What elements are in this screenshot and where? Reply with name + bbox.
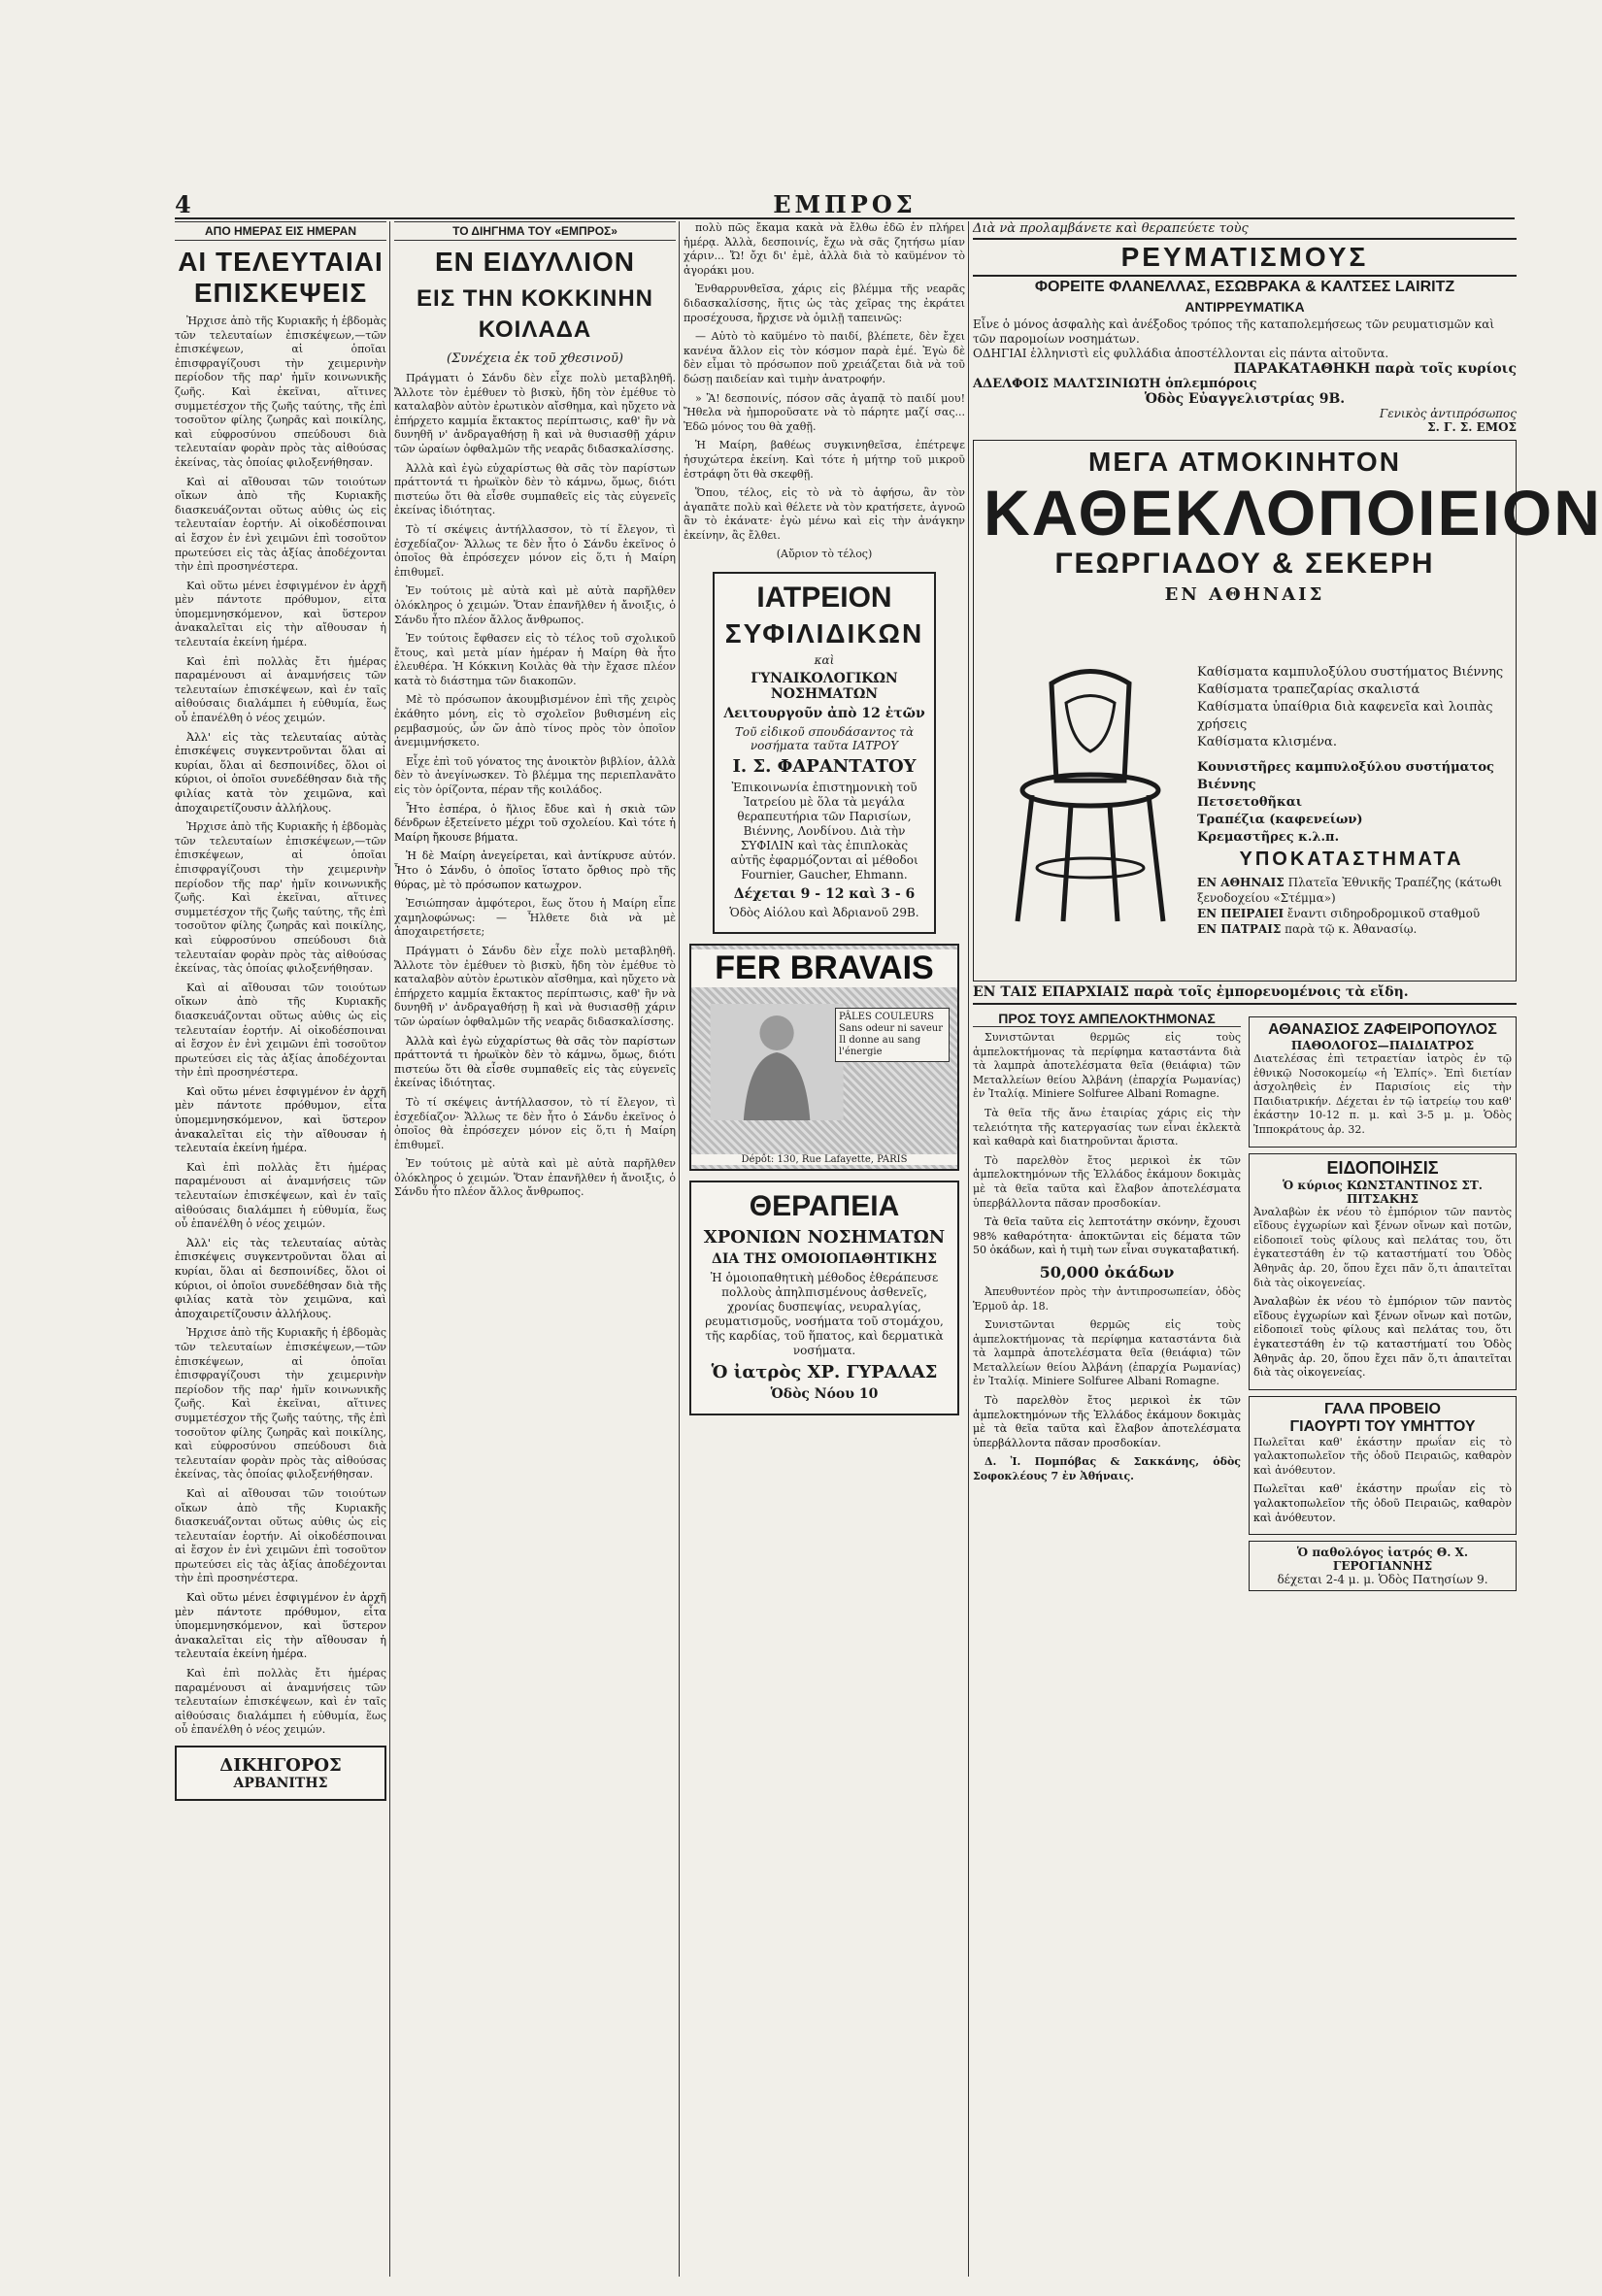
doctor-text: Διατελέσας ἐπὶ τετραετίαν ἰατρὸς ἐν τῷ ἐθνικῷ Νοσοκομείῳ «ἡ Ἐλπίς». Ἐπὶ διετίαν ἀσχοληθεὶς ἐν Παρισίοις εἰς τὴν Παιδιατρικήν. Δέχεται ἐν τῷ ἰατρείῳ του καθ' ἑκάστην 10-12 π. μ. καὶ 3-5 μ. μ. Ὁδὸς Ἱπποκράτους ἀρ. 32.: [1253, 1052, 1512, 1136]
clinic-ad: [713, 572, 936, 934]
rheum-headline: ΡΕΥΜΑΤΙΣΜΟΥΣ: [1120, 242, 1369, 272]
vineyard-paragraph: Τὰ θεῖα ταῦτα εἰς λεπτοτάτην σκόνην, ἔχουσι 98% καθαρότητα· ἀποκτῶνται εἰς δέματα τῶν 50 ὀκάδων, καὶ ἡ τιμὴ των εἶναι συγκαταβατική.: [973, 1215, 1241, 1257]
section-kicker: ΤΟ ΔΙΗΓΗΜΑ ΤΟΥ «ΕΜΠΡΟΣ»: [394, 221, 676, 241]
story-paragraph: Ἐσιώπησαν ἀμφότεροι, ἕως ὅτου ἡ Μαίρη εἶπε χαμηλοφώνως: — Ἦλθετε διὰ νὰ μὲ ἀποχαιρετήσετε;: [394, 897, 676, 939]
pathologist-ad: [1249, 1541, 1517, 1591]
article-paragraph: Καὶ οὕτω μένει ἐσφιγμένον ἐν ἀρχῆ μὲν πάντοτε πρόθυμον, εἶτα ὑπομεμνησκόμενον, καὶ ὕστερον ἀνακαλεῖται εἰς τὴν αἴθουσαν ἡ τελευταία ἐκείνη ἡμέρα.: [175, 1591, 386, 1661]
notice-text: Ἀναλαβὼν ἐκ νέου τὸ ἐμπόριον τῶν παντὸς εἴδους ἐγχωρίων καὶ ξένων οἴνων καὶ ποτῶν, εἰδοποιεῖ τοὺς φίλους καὶ πελάτας του, ὅτι ἐγκατεστάθη ἐν τῷ καταστήματί του Ὁδὸς Ἀθηνᾶς ἀρ. 20, ὅπου ἔχει πᾶν ὅ,τι ἀπαιτεῖται διὰ τὰς οἰκογενείας.: [1253, 1205, 1512, 1289]
therapy-title: ΘΕΡΑΠΕΙΑ: [749, 1190, 900, 1223]
article-paragraph: Ἀλλ' εἰς τὰς τελευταίας αὐτὰς ἐπισκέψεις συγκεντροῦνται ὅλαι αἱ κυρίαι, ὅλαι αἱ δεσποινίδες, ὅλοι οἱ κύριοι, οἱ ὁποῖοι συνεδέθησαν διὰ τῆς φιλίας κατὰ τὸν χειμῶνα, καὶ ἀποχαιρετίζουσιν ἀλλήλους.: [175, 730, 386, 815]
vineyard-paragraph: Συνιστῶνται θερμῶς εἰς τοὺς ἀμπελοκτήμονας τὰ περίφημα καταστάντα διὰ τὰ λαμπρὰ ἀποτελέσματα θεῖα (θειάφια) τῶν Μεταλλείων θείου Ἀλβάνη (ἐπαρχία Ρωμανίας) ἐν Ἰταλίᾳ. Miniere Solfuree Albani Romagne.: [973, 1031, 1241, 1101]
branch-address: παρὰ τῷ κ. Ἀθανασίῳ.: [1285, 922, 1418, 936]
clinic-since: Λειτουργοῦν ἀπὸ 12 ἐτῶν: [723, 706, 925, 722]
column-rule: [968, 221, 969, 2277]
product-line: Καθίσματα τραπεζαρίας σκαλιστά: [1197, 682, 1420, 697]
vineyard-paragraph: Τὰ θεῖα τῆς ἄνω ἐταιρίας χάρις εἰς τὴν τελειότητα τῆς κατεργασίας των εἶναι ἐκλεκτὰ καὶ καθαρὰ καὶ διατηροῦνται ἄριστα.: [973, 1106, 1241, 1148]
story-paragraph: Πράγματι ὁ Σάνδυ δὲν εἶχε πολὺ μεταβληθῆ. Ἄλλοτε τὸν ἐμέθυεν τὸ βισκὺ, ἤδη τὸν ἐμέθυε τὸ καταλαβὸν αὐτὸν ἐρωτικὸν αἴσθημα, καὶ ηὔχετο νὰ ἐπήρχετο καμμία ἔκτακτος περίπτωσις, καθ' ἣν νὰ δυνηθῆ ν' ἀνδραγαθήσῃ ἢ καὶ νὰ θυσιασθῇ χάριν τῶν ὡραίων ὀφθαλμῶν τῆς νεαρᾶς διδασκαλίσσης.: [394, 944, 676, 1028]
story-paragraph: πολὺ πῶς ἔκαμα κακὰ νὰ ἔλθω ἐδῶ ἐν πλήρει ἡμέρᾳ. Ἀλλὰ, δεσποινίς, ἔχω νὰ σᾶς ζητήσω μίαν χάριν... Ὤ! ὄχι δι' ἐμὲ, ἀλλὰ διὰ τὸ καϋμένον τὸ ἀγοράκι μου.: [684, 221, 965, 277]
clinic-body: Ἐπικοινωνία ἐπιστημονικὴ τοῦ Ἰατρείου μὲ ὅλα τὰ μεγάλα θεραπευτήρια τῶν Παρισίων, Βιέννης, Λονδίνου. Διὰ τὴν ΣΥΦΙΛΙΝ καὶ τὰς ἐπιπλοκὰς αὐτῆς ἐφαρμόζονται αἱ μέθοδοι Fournier, Gaucher, Ehmann.: [730, 781, 918, 882]
clinic-and: καὶ: [814, 653, 835, 668]
product-line: Κουνιστῆρες καμπυλοξύλου συστήματος Βιέννης: [1197, 760, 1494, 792]
rheumatism-ad: [973, 221, 1517, 434]
right-ads: [1249, 1011, 1517, 1597]
fer-bravais-depot: Dépôt: 130, Rue Lafayette, PARIS: [691, 1154, 957, 1165]
lawyer-ad: [175, 1746, 386, 1801]
clinic-title: ΙΑΤΡΕΙΟΝ: [756, 582, 892, 615]
vineyard-ad: [973, 1011, 1241, 1597]
story-headline: ΕΝ ΕΙΔΥΛΛΙΟΝ: [435, 247, 635, 277]
story-paragraph: Ἀλλὰ καὶ ἐγὼ εὐχαρίστως θὰ σᾶς τὸν παρίστων πράττοντά τι ἡρωϊκὸν δὲν τὸ κάμνω, ὅμως, διότι πιστεύω ὅτι θὰ εἶσθε συμπαθεῖς εἰς τὰς εὐγενεῖς ἐκείνας ἰδιότητας.: [394, 461, 676, 517]
notice-text: Ἀναλαβὼν ἐκ νέου τὸ ἐμπόριον τῶν παντὸς εἴδους ἐγχωρίων καὶ ξένων οἴνων καὶ ποτῶν, εἰδοποιεῖ τοὺς φίλους καὶ πελάτας του, ὅτι ἐγκατεστάθη ἐν τῷ καταστήματί του Ὁδὸς Ἀθηνᾶς ἀρ. 20, ὅπου ἔχει πᾶν ὅ,τι ἀπαιτεῖται διὰ τὰς οἰκογενείας.: [1253, 1295, 1512, 1380]
milk-ad: [1249, 1396, 1517, 1536]
vineyard-paragraph: Συνιστῶνται θερμῶς εἰς τοὺς ἀμπελοκτήμονας τὰ περίφημα καταστάντα διὰ τὰ λαμπρὰ ἀποτελέσματα θεῖα (θειάφια) τῶν Μεταλλείων θείου Ἀλβάνη (ἐπαρχία Ρωμανίας) ἐν Ἰταλίᾳ. Miniere Solfuree Albani Romagne.: [973, 1318, 1241, 1388]
story-paragraph: Ἐνθαρρυνθεῖσα, χάρις εἰς βλέμμα τῆς νεαρᾶς διδασκαλίσσης, ἥτις ὡς τὰς χεῖρας της ἐκράτει προσέχουσα, ἤρχισε νὰ ὁμιλῇ ταπεινῶς:: [684, 283, 965, 324]
therapy-address: Ὁδὸς Νόου 10: [770, 1386, 879, 1403]
article-paragraph: Ἠρχισε ἀπὸ τῆς Κυριακῆς ἡ ἑβδομὰς τῶν τελευταίων ἐπισκέψεων,—τῶν ἐπισκέψεων, αἱ ὁποῖαι ἐπισφραγίζουσι τὴν χειμερινὴν περίοδον τῆς παρ' ἡμῖν κοινωνικῆς ζωῆς. Καὶ ἐκεῖναι, αἵτινες συμμετέσχον τῆς ζωῆς ταύτης, τῆς ἐπὶ τοσοῦτον φίλης ζωηρᾶς καὶ ποικίλης, καὶ εὐφροσύνου σπεύδουσι διὰ τελευταίαν φορὰν πρὸς τὰς αἰθούσας ἐκείνας, τὰς ὁποίας φιλοξενήθησαν.: [175, 820, 386, 976]
article-paragraph: Ἠρχισε ἀπὸ τῆς Κυριακῆς ἡ ἑβδομὰς τῶν τελευταίων ἐπισκέψεων,—τῶν ἐπισκέψεων, αἱ ὁποῖαι ἐπισφραγίζουσι τὴν χειμερινὴν περίοδον τῆς παρ' ἡμῖν κοινωνικῆς ζωῆς. Καὶ ἐκεῖναι, αἵτινες συμμετέσχον τῆς ζωῆς ταύτης, τῆς ἐπὶ τοσοῦτον φίλης ζωηρᾶς καὶ ποικίλης, καὶ εὐφροσύνου σπεύδουσι διὰ τελευταίαν φορὰν πρὸς τὰς αἰθούσας ἐκείνας, τὰς ὁποίας φιλοξενήθησαν.: [175, 315, 386, 469]
column-4-lower: [973, 1011, 1517, 1597]
clinic-address: Ὁδὸς Αἰόλου καὶ Ἀδριανοῦ 29Β.: [729, 906, 919, 920]
chair-illustration: [993, 664, 1187, 926]
factory-city: ΕΝ ΑΘΗΝΑΙΣ: [1164, 584, 1325, 605]
factory-title-1: ΜΕΓΑ ΑΤΜΟΚΙΝΗΤΟΝ: [1088, 447, 1401, 477]
product-line: Τραπέζια (καφενείων): [1197, 813, 1363, 827]
rheum-address: Ὁδὸς Εὐαγγελιστρίας 9Β.: [1144, 391, 1346, 407]
therapy-doctor: Ὁ ἰατρὸς ΧΡ. ΓΥΡΑΛΑΣ: [711, 1362, 938, 1383]
pathologist-text: δέχεται 2-4 μ. μ. Ὁδὸς Πατησίων 9.: [1277, 1573, 1488, 1587]
story-paragraph: Τὸ τί σκέψεις ἀντήλλασσον, τὸ τί ἔλεγον, τὶ ἐσχεδίαζον· Ἄλλως τε δὲν ἦτο ὁ Σάνδυ ἐκεῖνος ὁ ὁποῖος θὰ ἐπρόσεχεν μόνον εἰς ὅ,τι ἡ Μαίρη ἐπιθυμεῖ.: [394, 1095, 676, 1151]
milk-title: ΓΑΛΑ ΠΡΟΒΕΙΟ: [1324, 1400, 1441, 1417]
milk-sub: ΓΙΑΟΥΡΤΙ ΤΟΥ ΥΜΗΤΤΟΥ: [1289, 1417, 1476, 1435]
story-subtitle: (Συνέχεια ἐκ τοῦ χθεσινοῦ): [447, 351, 623, 366]
story-paragraph: Ἐν τούτοις μὲ αὐτὰ καὶ μὲ αὐτὰ παρῆλθεν ὀλόκληρος ὁ χειμών. Ὅταν ἐπανῆλθεν ἡ ἄνοιξις, ὁ Σάνδυ ἦτο πλέον ἄλλος ἄνθρωπος.: [394, 584, 676, 626]
fer-bravais-title: FER BRAVAIS: [691, 949, 957, 987]
rheum-intro: Διὰ νὰ προλαμβάνετε καὶ θεραπεύετε τοὺς: [973, 221, 1249, 236]
factory-owners: ΓΕΩΡΓΙΑΔΟΥ & ΣΕΚΕΡΗ: [1054, 548, 1435, 580]
story-paragraph: Ἦτο ἐσπέρα, ὁ ἥλιος ἔδυε καὶ ἡ σκιὰ τῶν δένδρων ἐξετείνετο μέχρι τοῦ σχολείου. Καὶ τότε ἡ Μαίρη ἤκουσε βήματα.: [394, 802, 676, 844]
vineyard-paragraph: Ἀπευθυντέον πρὸς τὴν ἀντιπροσωπείαν, ὁδὸς Ἑρμοῦ ἀρ. 18.: [973, 1284, 1241, 1313]
rheum-body: Εἶνε ὁ μόνος ἀσφαλὴς καὶ ἀνέξοδος τρόπος τῆς καταπολεμήσεως τῶν ρευματισμῶν καὶ τῶν παρομοίων νοσημάτων.: [973, 317, 1495, 346]
clinic-title-2: ΣΥΦΙΛΙΔΙΚΩΝ: [724, 618, 924, 649]
branch-city: ΕΝ ΠΕΙΡΑΙΕΙ: [1197, 907, 1285, 920]
ad-headline: ΔΙΚΗΓΟΡΟΣ: [219, 1755, 342, 1776]
story-paragraph: Ἀλλὰ καὶ ἐγὼ εὐχαρίστως θὰ σᾶς τὸν παρίστων πράττοντά τι ἡρωϊκὸν δὲν τὸ κάμνω, ὅμως, διότι πιστεύω ὅτι θὰ εἶσθε συμπαθεῖς εἰς τὰς εὐγενεῖς ἐκείνας ἰδιότητας.: [394, 1034, 676, 1090]
therapy-ad: [689, 1181, 959, 1415]
story-paragraph: Ἡ Μαίρη, βαθέως συγκινηθεῖσα, ἐπέτρεψε ἡσυχώτερα ἐκείνη. Καὶ τότε ἡ μήτηρ τοῦ μικροῦ ἐστράφη ὅτι θὰ σκεφθῇ.: [684, 439, 965, 481]
story-paragraph: Ἐν τούτοις ἔφθασεν εἰς τὸ τέλος τοῦ σχολικοῦ ἔτους, καὶ μετὰ μίαν ἡμέραν ἡ Μαίρη θὰ ἦτο ἐλευθέρα. Ἡ Κόκκινη Κοιλὰς θὰ τὴν ἔχασε πλέον κατὰ τὸ διάστημα τῶν διακοπῶν.: [394, 632, 676, 687]
story-paragraph: Ἡ δὲ Μαίρη ἀνεγείρεται, καὶ ἀντίκρυσε αὐτόν. Ἦτο ὁ Σάνδυ, ὁ ὁποῖος ἵστατο ὄρθιος πρὸ τῆς θύρας, μὲ τὸ πρόσωπον κατωχρον.: [394, 849, 676, 891]
product-line: Καθίσματα κλισμένα.: [1197, 735, 1337, 749]
story-paragraph: Ἐν τούτοις μὲ αὐτὰ καὶ μὲ αὐτὰ παρῆλθεν ὀλόκληρος ὁ χειμών. Ὅταν ἐπανῆλθεν ἡ ἄνοιξις, ὁ Σάνδυ ἦτο πλέον ἄλλος ἄνθρωπος.: [394, 1157, 676, 1199]
article-paragraph: Καὶ αἱ αἴθουσαι τῶν τοιούτων οἴκων ἀπὸ τῆς Κυριακῆς διασκευάζονται οὕτως αὐθις ὡς εἰς τελευταίαν ἑορτήν. Αἱ οἰκοδέσποιναι αἱ ἔσχον ἐν ἑνὶ χειμῶνι ἐπὶ τοσοῦτον πρωτεύσει εἰς τὰς ἀξίας ἀποδέχονται τὴν ἐπὶ προσηνέστερα.: [175, 475, 386, 574]
vineyard-paragraph: Τὸ παρελθὸν ἔτος μερικοὶ ἐκ τῶν ἀμπελοκτημόνων τῆς Ἑλλάδος ἐκάμουν δοκιμὰς μὲ τὰ θεῖα ταῦτα καὶ ἔλαβον ἀποτελέσματα ὑπερβάλλοντα πᾶσαν προσδοκίαν.: [973, 1153, 1241, 1210]
branch-city: ΕΝ ΑΘΗΝΑΙΣ: [1197, 876, 1285, 889]
factory-products: [1197, 664, 1506, 847]
clinic-doctor: Ι. Σ. ΦΑΡΑΝΤΑΤΟΥ: [732, 756, 917, 778]
vineyard-paragraph: Τὸ παρελθὸν ἔτος μερικοὶ ἐκ τῶν ἀμπελοκτημόνων τῆς Ἑλλάδος ἐκάμουν δοκιμὰς μὲ τὰ θεῖα ταῦτα καὶ ἔλαβον ἀποτελέσματα ὑπερβάλλοντα πᾶσαν προσδοκίαν.: [973, 1394, 1241, 1449]
newspaper-title: ΕΜΠΡΟΣ: [773, 190, 917, 218]
therapy-sub: ΧΡΟΝΙΩΝ ΝΟΣΗΜΑΤΩΝ: [703, 1227, 946, 1248]
fer-bravais-box: [835, 1008, 950, 1062]
column-4: [973, 221, 1602, 2277]
notice-heading: ΕΙΔΟΠΟΙΗΣΙΣ: [1326, 1157, 1439, 1178]
therapy-sub2: ΔΙΑ ΤΗΣ ΟΜΟΙΟΠΑΘΗΤΙΚΗΣ: [712, 1251, 937, 1268]
article-paragraph: Καὶ οὕτω μένει ἐσφιγμένον ἐν ἀρχῆ μὲν πάντοτε πρόθυμον, εἶτα ὑπομεμνησκόμενον, καὶ ὕστερον ἀνακαλεῖται εἰς τὴν αἴθουσαν ἡ τελευταία ἐκείνη ἡμέρα.: [175, 1084, 386, 1155]
article-paragraph: Ἠρχισε ἀπὸ τῆς Κυριακῆς ἡ ἑβδομὰς τῶν τελευταίων ἐπισκέψεων,—τῶν ἐπισκέψεων, αἱ ὁποῖαι ἐπισφραγίζουσι τὴν χειμερινὴν περίοδον τῆς παρ' ἡμῖν κοινωνικῆς ζωῆς. Καὶ ἐκεῖναι, αἵτινες συμμετέσχον τῆς ζωῆς ταύτης, τῆς ἐπὶ τοσοῦτον φίλης ζωηρᾶς καὶ ποικίλης, καὶ εὐφροσύνου σπεύδουσι διὰ τελευταίαν φορὰν πρὸς τὰς αἰθούσας ἐκείνας, τὰς ὁποίας φιλοξενήθησαν.: [175, 1326, 386, 1481]
rheum-sub: ΦΟΡΕΙΤΕ ΦΛΑΝΕΛΛΑΣ, ΕΣΩΒΡΑΚΑ & ΚΑΛΤΣΕΣ LAIRITZ: [1034, 279, 1455, 295]
story-paragraph: Μὲ τὸ πρόσωπον ἀκουμβισμένον ἐπὶ τῆς χειρὸς ἐκάθητο μόνη, εἰς τὸ σχολεῖον βυθισμένη εἰς ρεμβασμούς, ὧν ὤν ἀπὸ τίνος πρὸς τὸν ὁποῖον ἀνεμιμνήσκετο.: [394, 693, 676, 749]
doctor-ad: [1249, 1016, 1517, 1148]
doctor-name: ΑΘΑΝΑΣΙΟΣ ΖΑΦΕΙΡΟΠΟΥΛΟΣ: [1268, 1021, 1497, 1038]
clinic-hours: Δέχεται 9 - 12 καὶ 3 - 6: [733, 886, 916, 903]
milk-text: Πωλεῖται καθ' ἑκάστην πρωΐαν εἰς τὸ γαλακτοπωλεῖον τῆς ὁδοῦ Πειραιῶς, καθαρὸν καὶ ἀνόθευτον.: [1253, 1482, 1512, 1524]
chair-factory-ad: [973, 440, 1602, 982]
rheum-brand: ΑΝΤΙΡΡΕΥΜΑΤΙΚΑ: [1185, 299, 1305, 315]
article-headline: ΑΙ ΤΕΛΕΥΤΑΙΑΙ ΕΠΙΣΚΕΨΕΙΣ: [178, 247, 384, 308]
masthead: [175, 190, 1515, 219]
story-continued-note: (Αὔριον τὸ τέλος): [776, 548, 873, 561]
vineyard-agent: Δ. Ἰ. Πομπόβας & Σακκάνης, ὁδὸς Σοφοκλέους 7 ἐν Ἀθήναις.: [973, 1455, 1241, 1483]
column-2: [394, 221, 676, 2277]
branch-address: ἔναντι σιδηροδρομικοῦ σταθμοῦ: [1286, 907, 1481, 920]
notice-ad: [1249, 1153, 1517, 1390]
rheum-agent-name: Σ. Γ. Σ. ΕΜΟΣ: [1427, 420, 1517, 434]
story-paragraph: Ὅπου, τέλος, εἰς τὸ νὰ τὸ ἀφήσω, ἂν τὸν ἀγαπᾶτε πολὺ καὶ θέλετε νὰ τὸν κρατήσετε, ἀγνοῶ ἂν τὸ ἐκάνατε· ἐγὼ μένω καὶ εἰς τὴν ἀνάγκην ἐκείνην, ἂς ἔλθει.: [684, 486, 965, 542]
article-paragraph: Καὶ ἐπὶ πολλὰς ἔτι ἡμέρας παραμένουσι αἱ ἀναμνήσεις τῶν τελευταίων ἐπισκέψεων, καὶ ἐν ταῖς αἰθούσαις διαλάμπει ἡ εὐθυμία, ἕως οὗ ἐπανέλθη ὁ νέος χειμών.: [175, 654, 386, 725]
branch-city: ΕΝ ΠΑΤΡΑΙΣ: [1197, 922, 1282, 936]
branch-address: Πλατεῖα Ἐθνικῆς Τραπέζης (κάτωθι ξενοδοχείου «Στέμμα»): [1197, 876, 1503, 905]
product-line: Πετσετοθῆκαι: [1197, 795, 1302, 810]
story-headline-2: ΕΙΣ ΤΗΝ ΚΟΚΚΙΝΗΝ ΚΟΙΛΑΔΑ: [417, 285, 653, 343]
rheum-names: ΑΔΕΛΦΟΙΣ ΜΑΛΤΣΙΝΙΩΤΗ ὁπλεμπόροις: [973, 377, 1257, 391]
fer-bravais-ad: [689, 944, 959, 1171]
column-3: [684, 221, 965, 2277]
column-rule: [679, 221, 680, 2277]
story-paragraph: » Ἂ! δεσποινίς, πόσον σᾶς ἀγαπᾷ τὸ παιδί μου! Ἤθελα νὰ ἠμποροῦσατε νὰ τὸ πάρητε μαζί σας... Ἐδῶ μόνος του θὰ χαθῇ.: [684, 391, 965, 433]
product-line: Καθίσματα ὑπαίθρια διὰ καφενεῖα καὶ λοιπὰς χρήσεις: [1197, 700, 1493, 732]
column-1: [175, 221, 386, 2277]
vineyard-kicker: ΠΡΟΣ ΤΟΥΣ ΑΜΠΕΛΟΚΤΗΜΟΝΑΣ: [973, 1011, 1241, 1027]
vineyard-highlight: 50,000 ὀκάδων: [1039, 1262, 1175, 1281]
column-rule: [389, 221, 390, 2277]
product-line: Καθίσματα καμπυλοξύλου συστήματος Βιέννης: [1197, 665, 1504, 680]
ad-name: ΑΡΒΑΝΙΤΗΣ: [233, 1776, 328, 1791]
story-paragraph: Τὸ τί σκέψεις ἀντήλλασσον, τὸ τί ἔλεγον, τὶ ἐσχεδίαζον· Ἄλλως τε δὲν ἦτο ὁ Σάνδυ ἐκεῖνος ὁ ὁποῖος θὰ ἐπρόσεχεν μόνον εἰς ὅ,τι ἡ Μαίρη ἐπιθυμεῖ.: [394, 522, 676, 579]
notice-name: Ὁ κύριος ΚΩΝΣΤΑΝΤΙΝΟΣ ΣΤ. ΠΙΤΣΑΚΗΣ: [1283, 1178, 1483, 1206]
fer-box-line: Sans odeur ni saveur: [839, 1023, 944, 1035]
article-paragraph: Καὶ αἱ αἴθουσαι τῶν τοιούτων οἴκων ἀπὸ τῆς Κυριακῆς διασκευάζονται οὕτως αὐθις ὡς εἰς τελευταίαν ἑορτήν. Αἱ οἰκοδέσποιναι αἱ ἔσχον ἐν ἑνὶ χειμῶνι ἐπὶ τοσοῦτον πρωτεύσει εἰς τὰς ἀξίας ἀποδέχονται τὴν ἐπὶ προσηνέστερα.: [175, 981, 386, 1080]
story-paragraph: Πράγματι ὁ Σάνδυ δὲν εἶχε πολὺ μεταβληθῆ. Ἄλλοτε τὸν ἐμέθυεν τὸ βισκὺ, ἤδη τὸν ἐμέθυε τὸ καταλαβὸν αὐτὸν ἐρωτικὸν αἴσθημα, καὶ ηὔχετο νὰ ἐπήρχετο καμμία ἔκτακτος περίπτωσις, καθ' ἣν νὰ δυνηθῆ ν' ἀνδραγαθήσῃ ἢ καὶ νὰ θυσιασθῇ χάριν τῶν ὡραίων ὀφθαλμῶν τῆς νεαρᾶς διδασκαλίσσης.: [394, 372, 676, 455]
page-number: 4: [175, 190, 191, 218]
fer-box-line: Il donne au sang l'énergie: [839, 1035, 921, 1058]
product-line: Κρεμαστῆρες κ.λ.π.: [1197, 830, 1340, 845]
clinic-title-3: ΓΥΝΑΙΚΟΛΟΓΙΚΩΝ ΝΟΣΗΜΑΤΩΝ: [751, 671, 898, 703]
doctor-specialty: ΠΑΘΟΛΟΓΟΣ—ΠΑΙΔΙΑΤΡΟΣ: [1290, 1039, 1475, 1052]
article-paragraph: Καὶ ἐπὶ πολλὰς ἔτι ἡμέρας παραμένουσι αἱ ἀναμνήσεις τῶν τελευταίων ἐπισκέψεων, καὶ ἐν ταῖς αἰθούσαις διαλάμπει ἡ εὐθυμία, ἕως οὗ ἐπανέλθη ὁ νέος χειμών.: [175, 1667, 386, 1737]
article-paragraph: Καὶ οὕτω μένει ἐσφιγμένον ἐν ἀρχῆ μὲν πάντοτε πρόθυμον, εἶτα ὑπομεμνησκόμενον, καὶ ὕστερον ἀνακαλεῖται εἰς τὴν αἴθουσαν ἡ τελευταία ἐκείνη ἡμέρα.: [175, 579, 386, 649]
section-kicker: ΑΠΟ ΗΜΕΡΑΣ ΕΙΣ ΗΜΕΡΑΝ: [175, 221, 386, 241]
pathologist-name: Ὁ παθολόγος ἰατρός Θ. Χ. ΓΕΡΟΓΙΑΝΝΗΣ: [1296, 1546, 1469, 1574]
clinic-desc: Τοῦ εἰδικοῦ σπουδάσαντος τὰ νοσήματα ταῦτα ΙΑΤΡΟΥ: [734, 725, 915, 753]
factory-title-2: ΚΑΘΕΚΛΟΠΟΙΕΙΟΝ: [984, 477, 1602, 549]
story-paragraph: — Αὐτὸ τὸ καϋμένο τὸ παιδί, βλέπετε, δὲν ἔχει κανένα ἄλλον εἰς τὸν κόσμον παρὰ ἐμέ. Ἐγὼ δὲ δὲν εἶμαι τὸ πρόσωπον ποῦ χρειάζεται διὰ νὰ τοῦ δώσῃ παιδείαν καὶ τιμὴν ἀνατροφήν.: [684, 330, 965, 385]
rheum-instr: ΟΔΗΓΙΑΙ ἑλληνιστὶ εἰς φυλλάδια ἀποστέλλονται εἰς πάντα αἰτοῦντα.: [973, 347, 1389, 360]
story-paragraph: Εἶχε ἐπὶ τοῦ γόνατος της ἀνοικτὸν βιβλίον, ἀλλὰ δὲν τὸ ἀνεγίνωσκεν. Τὸ βλέμμα της περιεπλανᾶτο εἰς τὸν ὁρίζοντα, πέραν τῆς κοιλάδος.: [394, 754, 676, 797]
factory-provinces: ΕΝ ΤΑΙΣ ΕΠΑΡΧΙΑΙΣ παρὰ τοῖς ἐμπορευομένοις τὰ εἴδη.: [973, 982, 1517, 1005]
milk-text: Πωλεῖται καθ' ἑκάστην πρωΐαν εἰς τὸ γαλακτοπωλεῖον τῆς ὁδοῦ Πειραιῶς, καθαρὸν καὶ ἀνόθευτον.: [1253, 1435, 1512, 1477]
article-paragraph: Καὶ ἐπὶ πολλὰς ἔτι ἡμέρας παραμένουσι αἱ ἀναμνήσεις τῶν τελευταίων ἐπισκέψεων, καὶ ἐν ταῖς αἰθούσαις διαλάμπει ἡ εὐθυμία, ἕως οὗ ἐπανέλθη ὁ νέος χειμών.: [175, 1160, 386, 1231]
rheum-agent: Γενικὸς ἀντιπρόσωπος: [1379, 407, 1517, 420]
rheum-deposit: ΠΑΡΑΚΑΤΑΘΗΚΗ παρὰ τοῖς κυρίοις: [1233, 361, 1517, 377]
branches-heading: ΥΠΟΚΑΤΑΣΤΗΜΑΤΑ: [1239, 849, 1464, 870]
article-paragraph: Καὶ αἱ αἴθουσαι τῶν τοιούτων οἴκων ἀπὸ τῆς Κυριακῆς διασκευάζονται οὕτως αὐθις ὡς εἰς τελευταίαν ἑορτήν. Αἱ οἰκοδέσποιναι αἱ ἔσχον ἐν ἑνὶ χειμῶνι ἐπὶ τοσοῦτον πρωτεύσει εἰς τὰς ἀξίας ἀποδέχονται τὴν ἐπὶ προσηνέστερα.: [175, 1486, 386, 1585]
fer-box-line: PÂLES COULEURS: [839, 1012, 935, 1023]
article-paragraph: Ἀλλ' εἰς τὰς τελευταίας αὐτὰς ἐπισκέψεις συγκεντροῦνται ὅλαι αἱ κυρίαι, ὅλαι αἱ δεσποινίδες, ὅλοι οἱ κύριοι, οἱ ὁποῖοι συνεδέθησαν διὰ τῆς φιλίας κατὰ τὸν χειμῶνα, καὶ ἀποχαιρετίζουσιν ἀλλήλους.: [175, 1236, 386, 1320]
factory-branches: [1197, 849, 1506, 937]
therapy-body: Ἡ ὁμοιοπαθητικὴ μέθοδος ἐθεράπευσε πολλοὺς ἀπηλπισμένους ἀσθενεῖς, χρονίας δυσπεψίας, νευραλγίας, ρευματισμοῦς, νοσήματα τοῦ στομάχου, τῆς καρδίας, τοῦ ἥπατος, καὶ δερματικὰ νοσήματα.: [705, 1271, 944, 1358]
